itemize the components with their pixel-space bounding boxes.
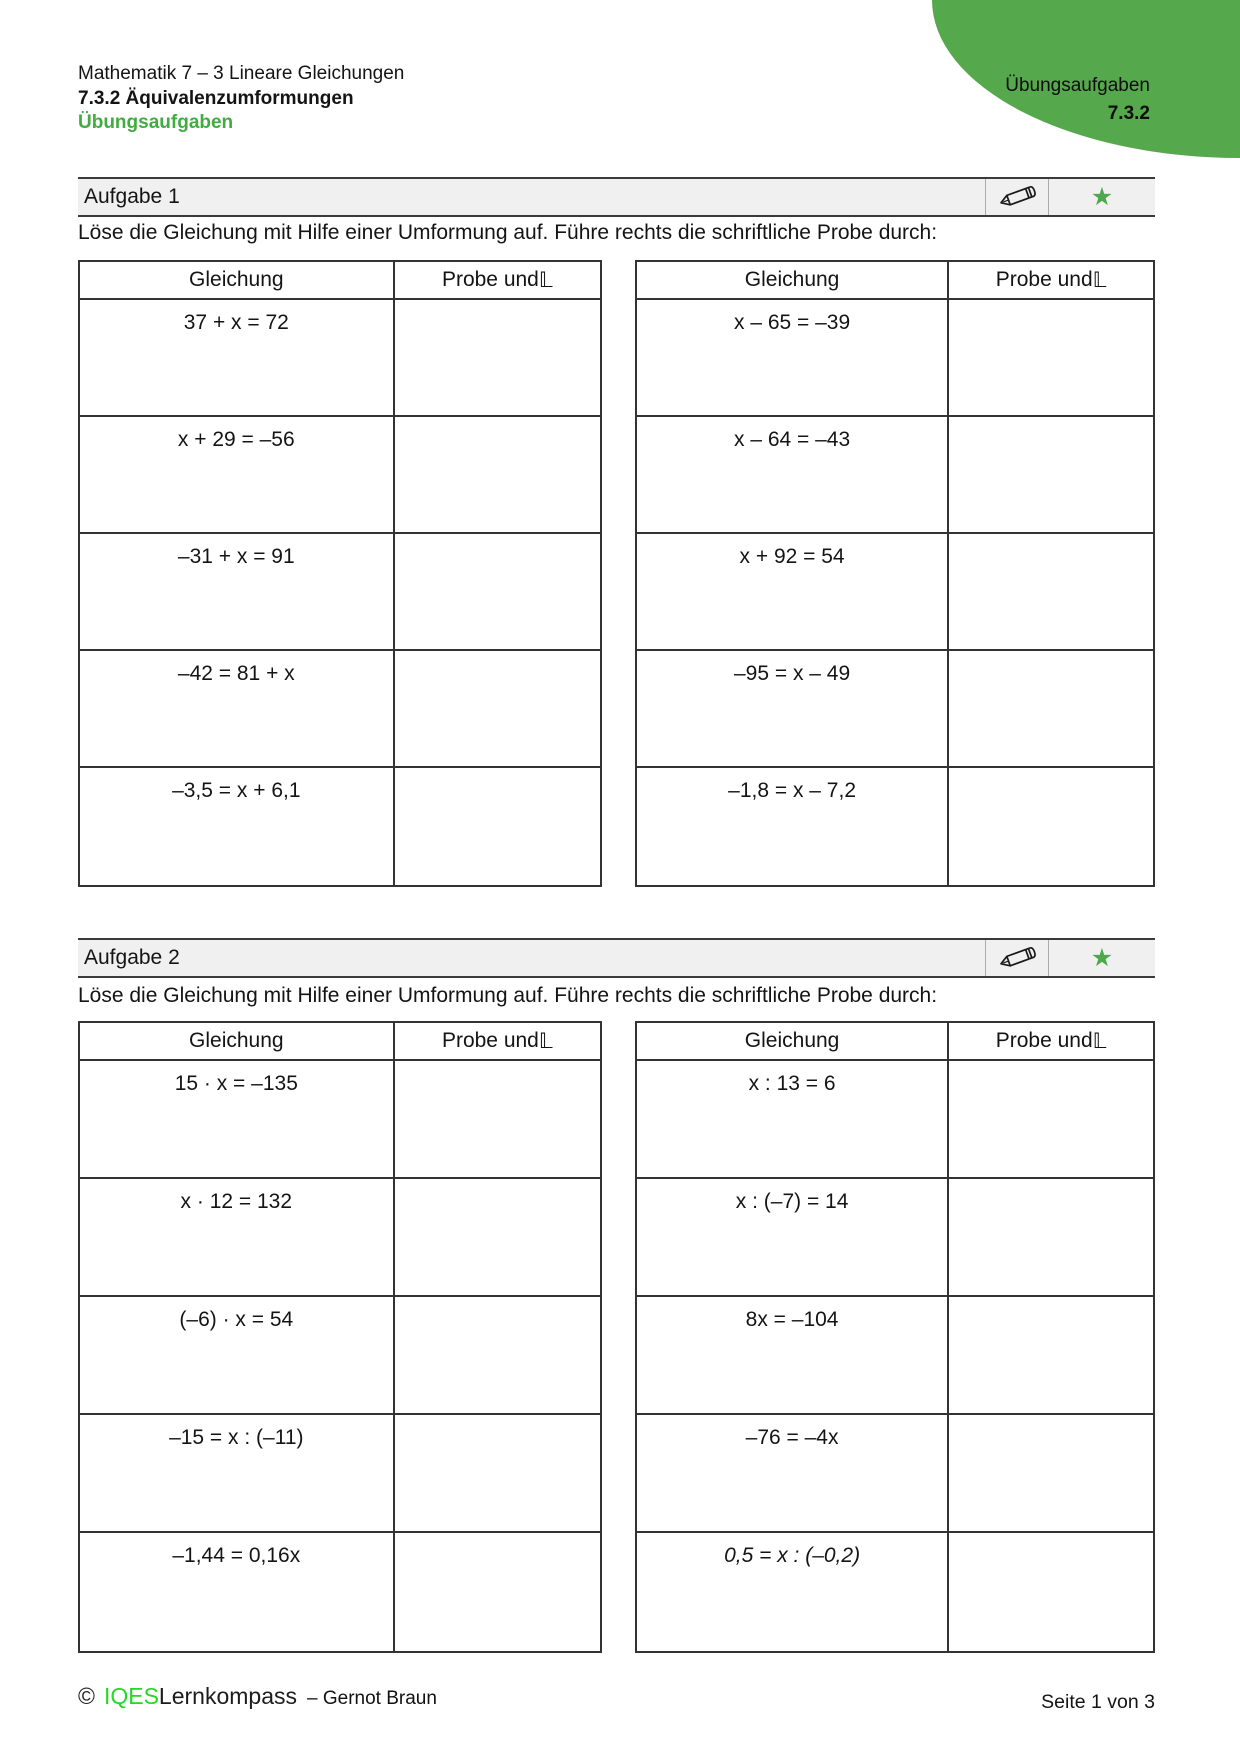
table-row xyxy=(80,534,600,651)
page-number: Seite 1 von 3 xyxy=(1041,1691,1155,1713)
probe-cell xyxy=(395,534,600,649)
instruction-aufgabe-2: Löse die Gleichung mit Hilfe einer Umformung auf. Führe rechts die schriftliche Probe durch: xyxy=(78,984,938,1007)
star-glyph: ★ xyxy=(1090,943,1114,972)
equation-cell: –1,8 = x – 7,2 xyxy=(637,768,949,885)
table-row xyxy=(637,768,1153,885)
probe-cell xyxy=(395,1415,600,1531)
probe-cell xyxy=(395,1179,600,1295)
probe-cell xyxy=(949,417,1153,532)
column-header-gleichung: Gleichung xyxy=(80,262,395,298)
column-header-probe xyxy=(395,262,600,298)
table-row xyxy=(80,1061,600,1179)
table-row xyxy=(637,1297,1153,1415)
difficulty-star-icon xyxy=(1048,179,1155,215)
copyright-symbol: © xyxy=(78,1683,95,1709)
column-header-gleichung: Gleichung xyxy=(637,262,949,298)
equation-cell: –15 = x : (–11) xyxy=(80,1415,395,1531)
probe-cell xyxy=(949,1415,1153,1531)
table-row xyxy=(80,1533,600,1651)
probe-cell xyxy=(949,651,1153,766)
task-bar-aufgabe-2 xyxy=(78,938,1155,978)
header-chapter: 7.3.2 Äquivalenzumformungen xyxy=(78,87,354,109)
column-header-probe xyxy=(395,1023,600,1059)
task-title: Aufgabe 1 xyxy=(84,185,180,208)
table-row xyxy=(637,534,1153,651)
probe-cell xyxy=(395,1533,600,1651)
brand-lernkompass: Lernkompass xyxy=(158,1683,297,1709)
equation-cell: (–6) · x = 54 xyxy=(80,1297,395,1413)
probe-cell xyxy=(949,768,1153,885)
solution-set-symbol: 𝕃 xyxy=(538,1029,553,1053)
brand-iqes: IQES xyxy=(103,1683,159,1709)
table-row xyxy=(80,1297,600,1415)
equation-table-2-left xyxy=(78,1021,602,1653)
corner-tab-code: 7.3.2 xyxy=(1107,103,1150,124)
pencil-icon-svg xyxy=(993,180,1041,214)
star-glyph: ★ xyxy=(1090,182,1114,211)
equation-cell: 0,5 = x : (–0,2) xyxy=(637,1533,949,1651)
corner-tab-label: Übungsaufgaben xyxy=(1005,75,1150,96)
difficulty-star-icon xyxy=(1048,940,1155,976)
probe-cell xyxy=(949,1179,1153,1295)
table-row xyxy=(80,1179,600,1297)
task-title: Aufgabe 2 xyxy=(84,946,180,969)
equation-cell: –42 = 81 + x xyxy=(80,651,395,766)
equation-cell: x – 65 = –39 xyxy=(637,300,949,415)
equation-cell: x · 12 = 132 xyxy=(80,1179,395,1295)
probe-cell xyxy=(395,300,600,415)
corner-tab-text xyxy=(1005,72,1150,128)
equation-cell: x : (–7) = 14 xyxy=(637,1179,949,1295)
table-header-row xyxy=(80,262,600,300)
corner-tab xyxy=(932,0,1240,158)
probe-label: Probe und xyxy=(441,1029,539,1052)
footer-brand xyxy=(78,1683,437,1710)
equation-cell: –76 = –4x xyxy=(637,1415,949,1531)
column-header-probe xyxy=(949,1023,1153,1059)
table-row xyxy=(637,1179,1153,1297)
footer-author: – Gernot Braun xyxy=(307,1688,437,1709)
equation-cell: –31 + x = 91 xyxy=(80,534,395,649)
column-header-probe xyxy=(949,262,1153,298)
solution-set-symbol: 𝕃 xyxy=(538,268,553,292)
table-row xyxy=(80,1415,600,1533)
probe-cell xyxy=(949,534,1153,649)
table-header-row xyxy=(80,1023,600,1061)
pencil-icon xyxy=(985,940,1048,976)
table-row xyxy=(80,417,600,534)
equation-cell: 8x = –104 xyxy=(637,1297,949,1413)
equation-cell: x + 92 = 54 xyxy=(637,534,949,649)
probe-cell xyxy=(395,1061,600,1177)
equation-cell: –95 = x – 49 xyxy=(637,651,949,766)
table-row xyxy=(637,417,1153,534)
solution-set-symbol: 𝕃 xyxy=(1092,1029,1107,1053)
document-header xyxy=(78,62,404,136)
header-subtitle: Übungsaufgaben xyxy=(78,112,234,133)
table-row xyxy=(637,1415,1153,1533)
probe-label: Probe und xyxy=(441,268,539,291)
table-header-row xyxy=(637,1023,1153,1061)
equation-table-1-left xyxy=(78,260,602,887)
probe-cell xyxy=(395,651,600,766)
equation-cell: x + 29 = –56 xyxy=(80,417,395,532)
equation-cell: –3,5 = x + 6,1 xyxy=(80,768,395,885)
table-row xyxy=(80,300,600,417)
table-row xyxy=(637,651,1153,768)
table-row xyxy=(637,300,1153,417)
table-row xyxy=(637,1533,1153,1651)
equation-cell: 15 · x = –135 xyxy=(80,1061,395,1177)
instruction-aufgabe-1: Löse die Gleichung mit Hilfe einer Umformung auf. Führe rechts die schriftliche Probe durch: xyxy=(78,221,938,244)
equation-table-2-right xyxy=(635,1021,1155,1653)
probe-cell xyxy=(949,300,1153,415)
table-row xyxy=(80,651,600,768)
equation-cell: x : 13 = 6 xyxy=(637,1061,949,1177)
probe-label: Probe und xyxy=(995,1029,1093,1052)
equation-cell: 37 + x = 72 xyxy=(80,300,395,415)
pencil-icon xyxy=(985,179,1048,215)
task-bar-aufgabe-1 xyxy=(78,177,1155,217)
probe-cell xyxy=(949,1061,1153,1177)
column-header-gleichung: Gleichung xyxy=(637,1023,949,1059)
table-header-row xyxy=(637,262,1153,300)
probe-cell xyxy=(395,1297,600,1413)
equation-table-1-right xyxy=(635,260,1155,887)
probe-label: Probe und xyxy=(995,268,1093,291)
equation-cell: x – 64 = –43 xyxy=(637,417,949,532)
probe-cell xyxy=(949,1533,1153,1651)
column-header-gleichung: Gleichung xyxy=(80,1023,395,1059)
solution-set-symbol: 𝕃 xyxy=(1092,268,1107,292)
probe-cell xyxy=(949,1297,1153,1413)
probe-cell xyxy=(395,417,600,532)
pencil-icon-svg xyxy=(993,941,1041,975)
table-row xyxy=(637,1061,1153,1179)
header-course: Mathematik 7 – 3 Lineare Gleichungen xyxy=(78,63,405,84)
probe-cell xyxy=(395,768,600,885)
table-row xyxy=(80,768,600,885)
equation-cell: –1,44 = 0,16x xyxy=(80,1533,395,1651)
